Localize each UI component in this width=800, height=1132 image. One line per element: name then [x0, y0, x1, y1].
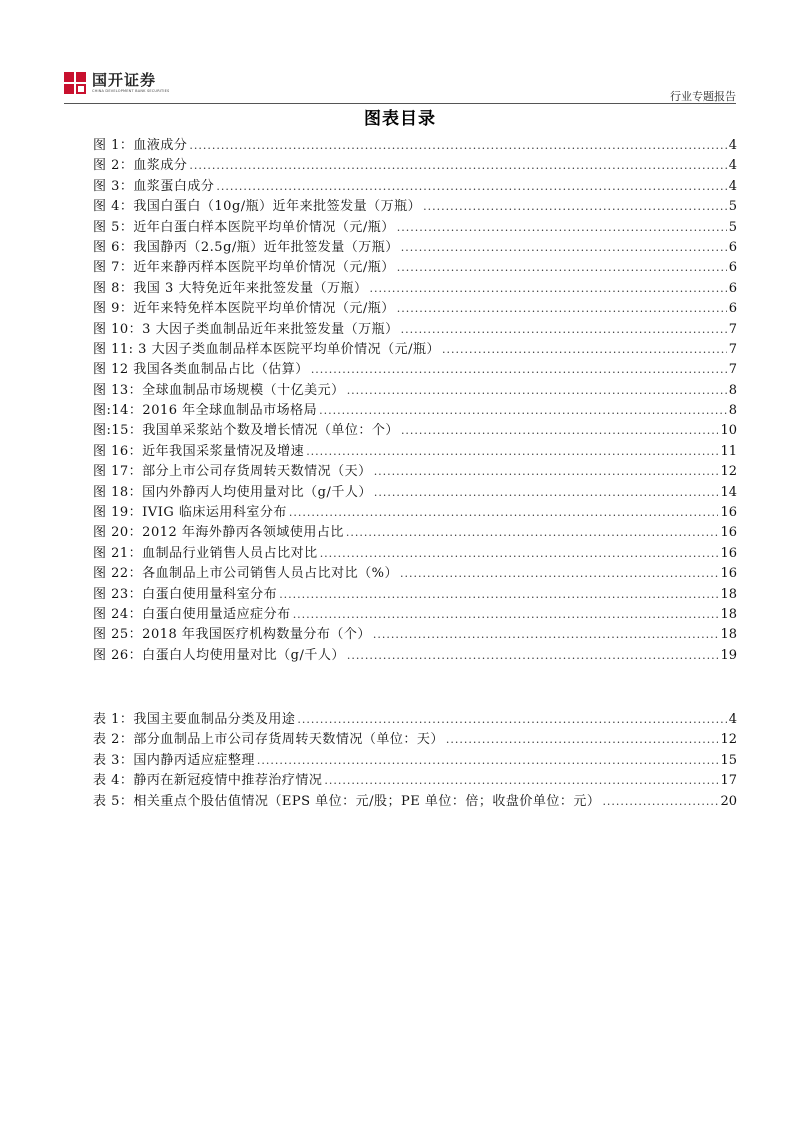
toc-figure-entry[interactable] — [93, 340, 737, 360]
toc-table-entry[interactable] — [93, 771, 737, 791]
toc-table-entry-page-number: 20 — [720, 793, 737, 809]
toc-figure-entry-page-number: 5 — [728, 199, 737, 215]
dot-leader — [401, 238, 727, 258]
toc-figure-entry[interactable] — [93, 523, 737, 543]
dot-leader — [319, 401, 727, 421]
dot-leader — [346, 523, 719, 543]
toc-figure-entry-page-number: 16 — [720, 525, 737, 541]
toc-figure-entry-page-number: 4 — [728, 158, 737, 174]
dot-leader — [401, 320, 727, 340]
toc-table-entry-label: 表 2：部分血制品上市公司存货周转天数情况（单位：天） — [93, 732, 444, 748]
toc-table-entry-page-number: 12 — [720, 732, 737, 748]
toc-figure-entry[interactable] — [93, 238, 737, 258]
toc-figure-entry-label: 图 22：各血制品上市公司销售人员占比对比（%） — [93, 566, 399, 582]
toc-figure-entry[interactable] — [93, 442, 737, 462]
dot-leader — [320, 544, 719, 564]
dot-leader — [293, 605, 719, 625]
toc-figure-entry-label: 图 11: 3 大因子类血制品样本医院平均单价情况（元/瓶） — [93, 341, 440, 357]
toc-figure-entry-page-number: 14 — [720, 484, 737, 500]
toc-figure-entry[interactable] — [93, 646, 737, 666]
toc-table-entry-label: 表 5：相关重点个股估值情况（EPS 单位：元/股；PE 单位：倍；收盘价单位：元） — [93, 793, 601, 809]
toc-figure-entry-label: 图 25：2018 年我国医疗机构数量分布（个） — [93, 627, 371, 643]
dot-leader — [397, 299, 727, 319]
toc-figure-entry-page-number: 6 — [728, 301, 737, 317]
toc-figure-entry-page-number: 4 — [728, 138, 737, 153]
dot-leader — [401, 421, 719, 441]
brand-name-en: CHINA DEVELOPMENT BANK SECURITIES — [92, 89, 170, 93]
toc-figure-entry-page-number: 11 — [720, 443, 737, 459]
toc-figure-entry-page-number: 6 — [728, 260, 737, 276]
dot-leader — [289, 503, 719, 523]
dot-leader — [397, 258, 727, 278]
toc-figure-entry[interactable] — [93, 197, 737, 217]
toc-figure-entry-page-number: 7 — [728, 341, 737, 357]
toc-figure-entry[interactable] — [93, 218, 737, 238]
toc-figure-entry-label: 图 18：国内外静丙人均使用量对比（g/千人） — [93, 484, 372, 500]
dot-leader — [189, 156, 726, 176]
toc-figure-entry[interactable] — [93, 605, 737, 625]
toc-table-entry[interactable] — [93, 730, 737, 750]
toc-figure-entry[interactable] — [93, 136, 737, 156]
toc-figure-entry-page-number: 5 — [728, 219, 737, 235]
toc-figure-entry-page-number: 19 — [720, 647, 737, 663]
toc-figure-entry-label: 图 9：近年来特免样本医院平均单价情况（元/瓶） — [93, 301, 395, 317]
toc-figure-entry-page-number: 18 — [720, 606, 737, 622]
toc-figure-entry-label: 图:14：2016 年全球血制品市场格局 — [93, 403, 318, 419]
toc-figure-entry-page-number: 6 — [728, 239, 737, 255]
brand-logo-icon — [64, 72, 86, 94]
toc-figure-entry[interactable] — [93, 483, 737, 503]
dot-leader — [374, 483, 719, 503]
toc-figure-entry[interactable] — [93, 299, 737, 319]
toc-table-entry-label: 表 4：静丙在新冠疫情中推荐治疗情况 — [93, 773, 323, 789]
toc-figure-entry-label: 图 2：血浆成分 — [93, 158, 188, 174]
dot-leader — [306, 442, 718, 462]
toc-figure-entry-page-number: 16 — [720, 566, 737, 582]
figure-list — [93, 136, 737, 666]
dot-leader — [442, 340, 727, 360]
toc-figure-entry-label: 图 13：全球血制品市场规模（十亿美元） — [93, 382, 345, 398]
dot-leader — [374, 462, 719, 482]
dot-leader — [279, 585, 718, 605]
dot-leader — [397, 218, 727, 238]
toc-figure-entry[interactable] — [93, 503, 737, 523]
toc-figure-entry-label: 图 5：近年白蛋白样本医院平均单价情况（元/瓶） — [93, 219, 395, 235]
toc-figure-entry-label: 图 24：白蛋白使用量适应症分布 — [93, 606, 291, 622]
toc-figure-entry-label: 图 16：近年我国采浆量情况及增速 — [93, 443, 305, 459]
dot-leader — [257, 751, 719, 771]
dot-leader — [347, 381, 727, 401]
toc-figure-entry[interactable] — [93, 360, 737, 380]
toc-figure-entry-label: 图 12 我国各类血制品占比（估算） — [93, 362, 309, 378]
toc-figure-entry[interactable] — [93, 462, 737, 482]
toc-figure-entry[interactable] — [93, 585, 737, 605]
toc-table-entry[interactable] — [93, 751, 737, 771]
toc-figure-entry[interactable] — [93, 381, 737, 401]
toc-figure-entry-page-number: 8 — [728, 382, 737, 398]
toc-figure-entry[interactable] — [93, 544, 737, 564]
dot-leader — [311, 360, 727, 380]
toc-figure-entry-page-number: 10 — [720, 423, 737, 439]
toc-figure-entry-label: 图 1：血液成分 — [93, 138, 188, 153]
toc-figure-entry[interactable] — [93, 320, 737, 340]
toc-figure-entry-label: 图 3：血浆蛋白成分 — [93, 178, 215, 194]
toc-figure-entry-page-number: 8 — [728, 403, 737, 419]
toc-figure-entry-page-number: 6 — [728, 280, 737, 296]
brand-logo — [64, 72, 169, 94]
toc-figure-entry-label: 图 17：部分上市公司存货周转天数情况（天） — [93, 464, 372, 480]
table-list — [93, 710, 737, 812]
toc-figure-entry-page-number: 18 — [720, 627, 737, 643]
toc-figure-entry-label: 图 19：IVIG 临床运用科室分布 — [93, 505, 287, 521]
toc-figure-entry-page-number: 16 — [720, 505, 737, 521]
toc-figure-entry[interactable] — [93, 156, 737, 176]
dot-leader — [373, 625, 719, 645]
toc-figure-entry[interactable] — [93, 258, 737, 278]
page-header — [64, 64, 736, 104]
toc-figure-entry-label: 图:15：我国单采浆站个数及增长情况（单位：个） — [93, 423, 399, 439]
toc-figure-entry-page-number: 16 — [720, 545, 737, 561]
toc-figure-entry[interactable] — [93, 401, 737, 421]
toc-figure-entry-label: 图 26：白蛋白人均使用量对比（g/千人） — [93, 647, 345, 663]
dot-leader — [216, 177, 726, 197]
toc-table-entry[interactable] — [93, 710, 737, 730]
dot-leader — [189, 136, 726, 156]
dot-leader — [446, 730, 719, 750]
toc-figure-entry-label: 图 4：我国白蛋白（10g/瓶）近年来批签发量（万瓶） — [93, 199, 422, 215]
toc-figure-entry-label: 图 20：2012 年海外静丙各领域使用占比 — [93, 525, 344, 541]
dot-leader — [423, 197, 727, 217]
toc-figure-entry-page-number: 4 — [728, 178, 737, 194]
toc-figure-entry[interactable] — [93, 625, 737, 645]
toc-figure-entry[interactable] — [93, 564, 737, 584]
toc-table-entry-page-number: 15 — [720, 752, 737, 768]
page-title: 图表目录 — [364, 109, 436, 129]
dot-leader — [324, 771, 718, 791]
toc-figure-entry-page-number: 7 — [728, 362, 737, 378]
report-type: 行业专题报告 — [670, 90, 736, 103]
toc-figure-entry[interactable] — [93, 421, 737, 441]
toc-figure-entry-label: 图 21：血制品行业销售人员占比对比 — [93, 545, 318, 561]
toc-figure-entry-label: 图 6：我国静丙（2.5g/瓶）近年批签发量（万瓶） — [93, 239, 399, 255]
toc-figure-entry-label: 图 8：我国 3 大特免近年来批签发量（万瓶） — [93, 280, 368, 296]
toc-table-entry-label: 表 1：我国主要血制品分类及用途 — [93, 712, 296, 727]
dot-leader — [369, 279, 726, 299]
toc-figure-entry[interactable] — [93, 279, 737, 299]
dot-leader — [347, 646, 719, 666]
toc-figure-entry-page-number: 7 — [728, 321, 737, 337]
toc-figure-entry-label: 图 23：白蛋白使用量科室分布 — [93, 586, 278, 602]
toc-table-entry[interactable] — [93, 792, 737, 812]
dot-leader — [400, 564, 718, 584]
toc-figure-entry-label: 图 7：近年来静丙样本医院平均单价情况（元/瓶） — [93, 260, 395, 276]
dot-leader — [602, 792, 718, 812]
toc-table-entry-label: 表 3：国内静丙适应症整理 — [93, 752, 255, 768]
dot-leader — [297, 710, 726, 730]
toc-table-entry-page-number: 4 — [728, 712, 737, 727]
toc-table-entry-page-number: 17 — [720, 773, 737, 789]
toc-figure-entry-page-number: 12 — [720, 464, 737, 480]
toc-figure-entry-label: 图 10：3 大因子类血制品近年来批签发量（万瓶） — [93, 321, 399, 337]
toc-figure-entry-page-number: 18 — [720, 586, 737, 602]
brand-name: 国开证券 — [92, 71, 157, 89]
toc-figure-entry[interactable] — [93, 177, 737, 197]
